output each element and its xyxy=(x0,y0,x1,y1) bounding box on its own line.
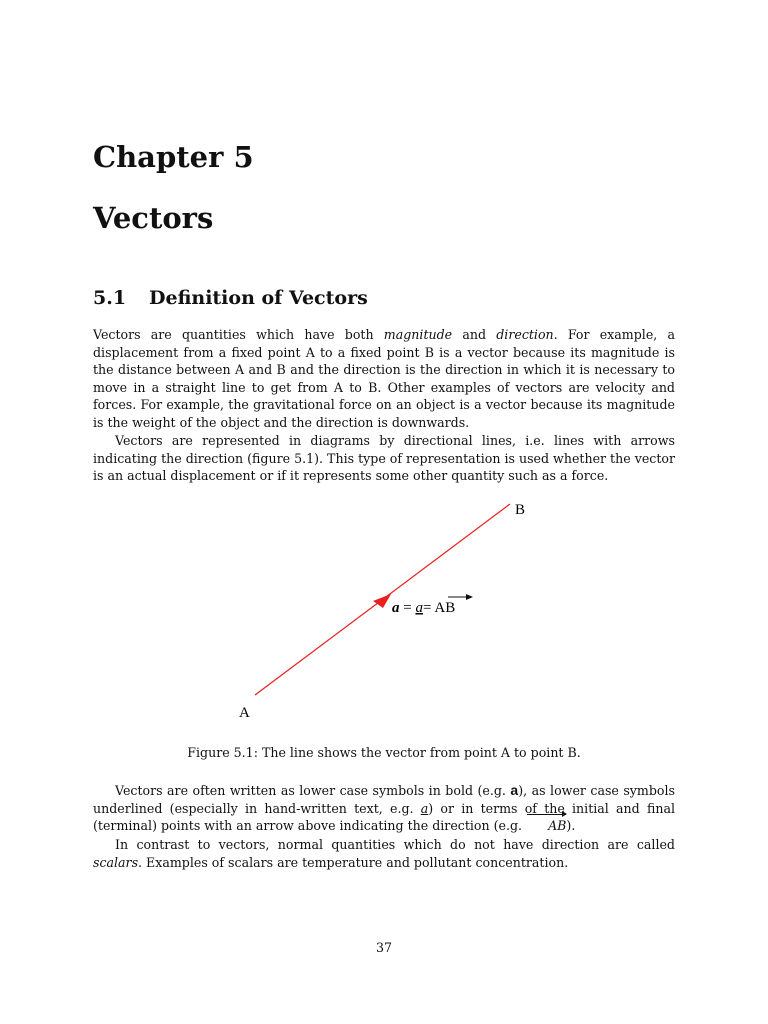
chapter-label: Chapter 5 xyxy=(93,140,254,174)
section-heading xyxy=(93,287,368,309)
vector-figure xyxy=(0,490,768,730)
vector-label-bold: a xyxy=(392,600,400,616)
p3-arrow-ab: AB xyxy=(526,817,566,835)
p3-underlined-a: a xyxy=(420,800,429,816)
p4-text-2: . Examples of scalars are temperature and pollutant concentration. xyxy=(138,854,569,870)
point-a-label: A xyxy=(239,705,250,721)
p3-text-1: Vectors are often written as lower case symbols in bold (e.g. xyxy=(115,783,511,798)
p3-text-3: ) or in terms of the initial and final (terminal) points with an arrow above indicating the direction (e.g. xyxy=(93,800,675,834)
p1-text-2: and xyxy=(452,327,497,342)
vector-diagram xyxy=(0,490,768,730)
paragraph-scalars xyxy=(93,836,675,871)
section-title: Definition of Vectors xyxy=(149,287,368,309)
paragraph-representation: Vectors are represented in diagrams by directional lines, i.e. lines with arrows indicating the direction (figure 5.1). This type of representation is used whether the vector is an actual displacement or if it represents some other quantity such as a force. xyxy=(93,433,675,484)
vector-label-eq1: = xyxy=(399,600,416,616)
paragraph-definition xyxy=(93,326,675,432)
vector-label-ab: AB xyxy=(434,600,456,616)
p1-direction: direction xyxy=(496,327,554,342)
p3-text-4: ). xyxy=(566,818,576,834)
p1-text-3: . For example, a displacement from a fixed point A to a fixed point B is a vector because its magnitude is the distance between A and B and the direction is the direction in which it is necessary to move in a straight line to get from A to B. Other examples of vectors are velocity and forces. For example, the gravitational force on an object is a vector because its magnitude is the weight of the object and the direction is downwards. xyxy=(93,327,676,430)
ab-overarrow-head xyxy=(466,594,473,600)
section-number: 5.1 xyxy=(93,287,127,309)
vector-label xyxy=(392,600,455,616)
chapter-title: Vectors xyxy=(93,201,214,235)
p3-text-2: ), as lower case symbols underlined (especially in hand-written text, e.g. xyxy=(93,783,675,816)
vector-label-eq2: = xyxy=(422,600,435,616)
p1-text-1: Vectors are quantities which have both xyxy=(93,327,384,342)
p1-magnitude: magnitude xyxy=(383,327,453,342)
vector-arrowhead xyxy=(373,594,391,608)
page-number: 37 xyxy=(375,940,393,955)
figure-caption: Figure 5.1: The line shows the vector from point A to point B. xyxy=(187,745,581,760)
vector-label-underlined: a xyxy=(415,600,423,616)
paragraph-notation xyxy=(93,782,675,835)
point-b-label: B xyxy=(515,502,526,518)
p4-scalars: scalars xyxy=(93,854,139,870)
p3-bold-a: a xyxy=(510,782,519,798)
p4-text-1: In contrast to vectors, normal quantities which do not have direction are called xyxy=(115,837,675,852)
